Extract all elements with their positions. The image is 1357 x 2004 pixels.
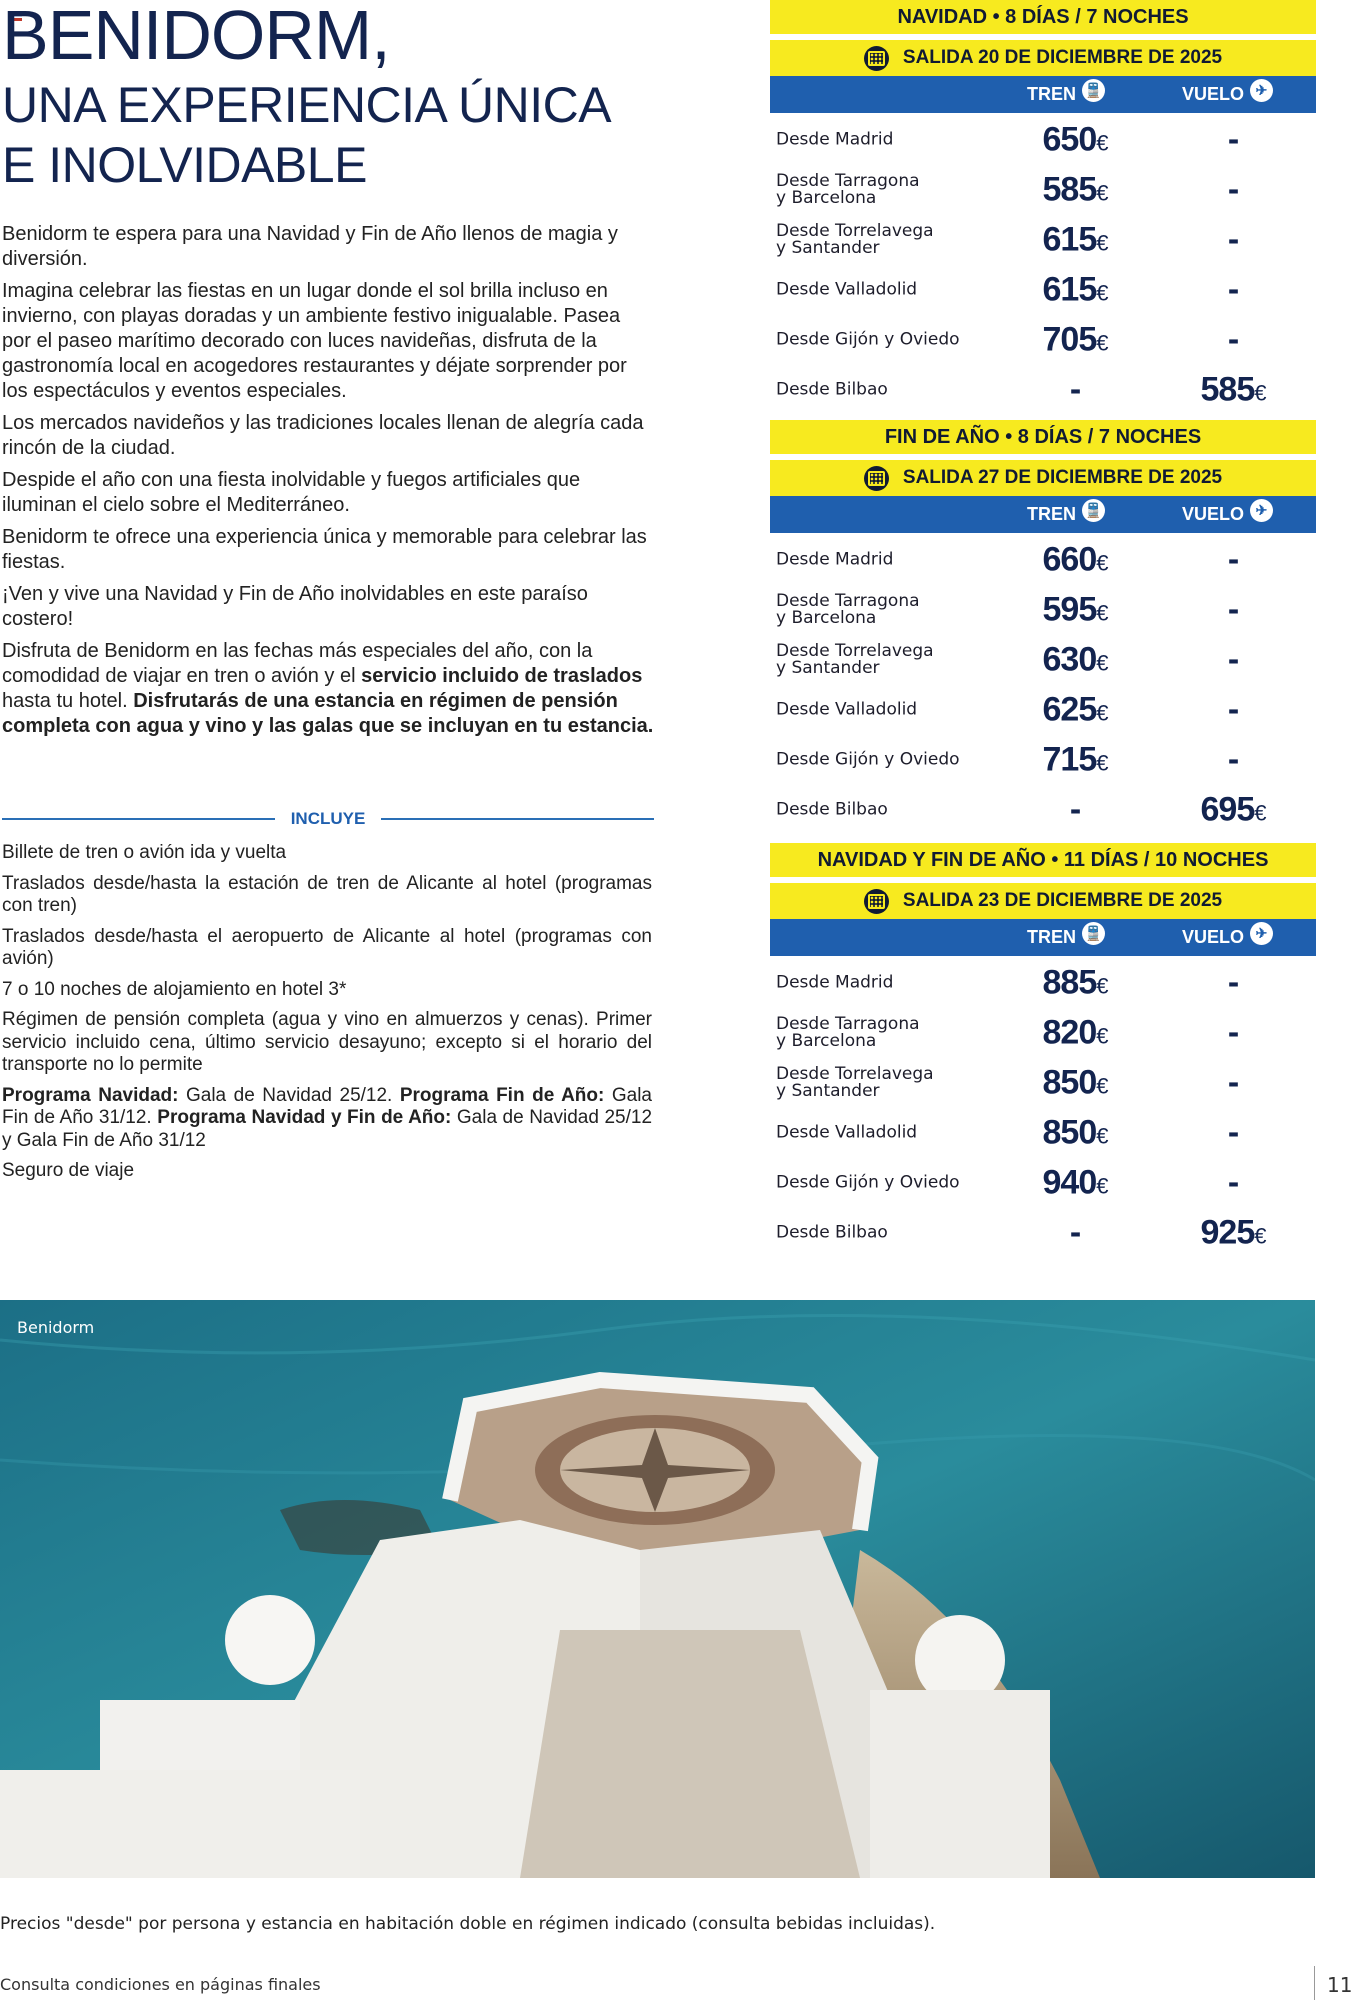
paragraph xyxy=(2,639,654,739)
flight-column xyxy=(1182,84,1273,105)
departure-date xyxy=(770,883,1316,919)
flight-price xyxy=(1178,541,1288,580)
origin-label: Desde Tarragona y Barcelona xyxy=(776,1014,920,1051)
train-label: TREN xyxy=(1027,504,1076,524)
flight-price-value: - xyxy=(1227,220,1239,259)
train-price xyxy=(1020,1214,1130,1253)
calendar-icon xyxy=(864,46,889,71)
price-table xyxy=(770,843,1316,1258)
train-price-value: 715 xyxy=(1042,740,1097,779)
origin-label: Desde Madrid xyxy=(776,129,894,150)
price-table xyxy=(770,0,1316,415)
table-row xyxy=(770,585,1316,635)
origin-label: Desde Torrelavega y Santander xyxy=(776,221,934,258)
train-price-value: 630 xyxy=(1042,640,1097,679)
flight-price xyxy=(1178,371,1288,410)
paragraph xyxy=(2,279,654,404)
table-row xyxy=(770,265,1316,315)
currency-symbol: € xyxy=(1096,1123,1108,1149)
text-run: ¡Ven y vive una Navidad y Fin de Año inolvidables en este paraíso costero! xyxy=(2,583,588,630)
currency-symbol: € xyxy=(1096,330,1108,356)
benidorm-photo xyxy=(0,1300,1315,1878)
flight-price-value: - xyxy=(1227,640,1239,679)
flight-price xyxy=(1178,1214,1288,1253)
train-price-value: - xyxy=(1069,370,1081,409)
paragraph xyxy=(2,411,654,461)
train-price-value: 820 xyxy=(1042,1013,1097,1052)
bold-text: Programa Fin de Año: xyxy=(399,1084,605,1106)
divider xyxy=(2,818,275,820)
train-price xyxy=(1020,221,1130,260)
flight-price-value: 925 xyxy=(1200,1213,1255,1252)
currency-symbol: € xyxy=(1096,180,1108,206)
origin-label: Desde Gijón y Oviedo xyxy=(776,1172,960,1193)
train-price xyxy=(1020,591,1130,630)
plane-icon: ✈ xyxy=(1250,499,1273,522)
currency-symbol: € xyxy=(1096,130,1108,156)
train-price-value: 650 xyxy=(1042,120,1097,159)
text-run: Traslados desde/hasta la estación de tren de Alicante al hotel (programas con tren) xyxy=(2,872,652,916)
calendar-icon xyxy=(864,466,889,491)
flight-price-value: - xyxy=(1227,963,1239,1002)
rows xyxy=(770,535,1316,835)
table-row xyxy=(770,1208,1316,1258)
flight-column xyxy=(1182,504,1273,525)
train-price-value: 705 xyxy=(1042,320,1097,359)
flight-price xyxy=(1178,791,1288,830)
table-title: NAVIDAD • 8 DÍAS / 7 NOCHES xyxy=(770,0,1316,34)
departure-date xyxy=(770,40,1316,76)
text-run: Benidorm te ofrece una experiencia única y memorable para celebrar las fiestas. xyxy=(2,526,647,573)
currency-symbol: € xyxy=(1096,650,1108,676)
flight-price xyxy=(1178,691,1288,730)
paragraph xyxy=(2,842,652,865)
origin-label: Desde Bilbao xyxy=(776,379,888,400)
page-number: 11 xyxy=(1314,1966,1352,2000)
train-price-value: 615 xyxy=(1042,270,1097,309)
table-row xyxy=(770,958,1316,1008)
flight-price-value: - xyxy=(1227,1163,1239,1202)
flight-price xyxy=(1178,121,1288,160)
table-row xyxy=(770,1158,1316,1208)
train-price xyxy=(1020,271,1130,310)
flight-price xyxy=(1178,591,1288,630)
origin-label: Desde Bilbao xyxy=(776,799,888,820)
includes-list xyxy=(2,842,652,1191)
train-price-value: - xyxy=(1069,790,1081,829)
origin-label: Desde Madrid xyxy=(776,549,894,570)
origin-label: Desde Tarragona y Barcelona xyxy=(776,171,920,208)
flight-column xyxy=(1182,927,1273,948)
currency-symbol: € xyxy=(1096,973,1108,999)
departure-label: SALIDA 23 DE DICIEMBRE DE 2025 xyxy=(902,890,1223,911)
column-header xyxy=(770,76,1316,113)
paragraph xyxy=(2,582,654,632)
left-column xyxy=(2,222,654,1191)
departure-date xyxy=(770,460,1316,496)
footer-note: Consulta condiciones en páginas finales xyxy=(0,1975,321,1994)
train-price xyxy=(1020,741,1130,780)
train-price xyxy=(1020,1064,1130,1103)
train-price xyxy=(1020,371,1130,410)
currency-symbol: € xyxy=(1096,1073,1108,1099)
flight-price xyxy=(1178,1064,1288,1103)
flight-price xyxy=(1178,271,1288,310)
train-price xyxy=(1020,1014,1130,1053)
train-price-value: 850 xyxy=(1042,1063,1097,1102)
train-column xyxy=(1027,84,1105,105)
bold-text: Disfrutarás de una estancia en régimen de pensión completa con agua y vino y las galas que se incluyan en tu estancia. xyxy=(2,690,654,737)
paragraph xyxy=(2,222,654,272)
flight-label: VUELO xyxy=(1182,84,1245,104)
text-run: hasta tu hotel. xyxy=(2,690,134,712)
column-header xyxy=(770,919,1316,956)
paragraph xyxy=(2,525,654,575)
table-row xyxy=(770,735,1316,785)
flight-price xyxy=(1178,1114,1288,1153)
origin-label: Desde Valladolid xyxy=(776,279,918,300)
origin-label: Desde Torrelavega y Santander xyxy=(776,1064,934,1101)
bold-text: servicio incluido de traslados xyxy=(361,665,643,687)
train-price xyxy=(1020,691,1130,730)
currency-symbol: € xyxy=(1254,800,1266,826)
calendar-icon xyxy=(864,889,889,914)
table-row xyxy=(770,215,1316,265)
train-price xyxy=(1020,791,1130,830)
origin-label: Desde Gijón y Oviedo xyxy=(776,749,960,770)
flight-label: VUELO xyxy=(1182,504,1245,524)
intro-text xyxy=(2,222,654,746)
table-row xyxy=(770,685,1316,735)
plane-icon: ✈ xyxy=(1250,79,1273,102)
bold-text: Programa Navidad: xyxy=(2,1084,179,1106)
currency-symbol: € xyxy=(1096,550,1108,576)
price-table xyxy=(770,420,1316,835)
table-title: NAVIDAD Y FIN DE AÑO • 11 DÍAS / 10 NOCHES xyxy=(770,843,1316,877)
flight-price xyxy=(1178,641,1288,680)
paragraph xyxy=(2,1009,652,1077)
origin-label: Desde Bilbao xyxy=(776,1222,888,1243)
departure-label: SALIDA 20 DE DICIEMBRE DE 2025 xyxy=(902,47,1223,68)
paragraph xyxy=(2,1160,652,1183)
origin-label: Desde Torrelavega y Santander xyxy=(776,641,934,678)
origin-label: Desde Madrid xyxy=(776,972,894,993)
currency-symbol: € xyxy=(1254,380,1266,406)
train-price-value: 615 xyxy=(1042,220,1097,259)
text-run: Disfruta de Benidorm en las fechas más especiales del año, con la comodidad de viajar en tren o avión y el xyxy=(2,640,593,687)
currency-symbol: € xyxy=(1096,600,1108,626)
flight-price-value: - xyxy=(1227,1013,1239,1052)
text-run: Los mercados navideños y las tradiciones locales llenan de alegría cada rincón de la ciudad. xyxy=(2,412,644,459)
table-row xyxy=(770,785,1316,835)
flight-price xyxy=(1178,221,1288,260)
train-label: TREN xyxy=(1027,84,1076,104)
photo-caption: Benidorm xyxy=(17,1318,95,1337)
text-run: Régimen de pensión completa (agua y vino en almuerzos y cenas). Primer servicio incluido cena, último servicio desayuno; excepto si el horario del transporte no lo permite xyxy=(2,1009,652,1075)
flight-price xyxy=(1178,741,1288,780)
departure-label: SALIDA 27 DE DICIEMBRE DE 2025 xyxy=(902,467,1223,488)
page-subtitle-line1: UNA EXPERIENCIA ÚNICA xyxy=(2,77,612,133)
text-run: Billete de tren o avión ida y vuelta xyxy=(2,842,287,863)
flight-price-value: - xyxy=(1227,170,1239,209)
origin-label: Desde Valladolid xyxy=(776,699,918,720)
calendar-grid xyxy=(868,894,885,909)
text-run: Despide el año con una fiesta inolvidable y fuegos artificiales que iluminan el cielo sobre el Mediterráneo. xyxy=(2,469,581,516)
flight-price xyxy=(1178,171,1288,210)
calendar-grid xyxy=(868,51,885,66)
train-price xyxy=(1020,1114,1130,1153)
flight-price-value: - xyxy=(1227,320,1239,359)
currency-symbol: € xyxy=(1096,230,1108,256)
rows xyxy=(770,115,1316,415)
flight-price xyxy=(1178,1164,1288,1203)
table-title: FIN DE AÑO • 8 DÍAS / 7 NOCHES xyxy=(770,420,1316,454)
flight-price xyxy=(1178,964,1288,1003)
column-header xyxy=(770,496,1316,533)
paragraph xyxy=(2,979,652,1002)
table-row xyxy=(770,1058,1316,1108)
flight-price-value: 695 xyxy=(1200,790,1255,829)
currency-symbol: € xyxy=(1096,700,1108,726)
train-icon: 🚆 xyxy=(1082,499,1105,522)
train-price-value: 850 xyxy=(1042,1113,1097,1152)
train-icon: 🚆 xyxy=(1082,922,1105,945)
flight-price-value: - xyxy=(1227,590,1239,629)
flight-price-value: - xyxy=(1227,690,1239,729)
text-run: Traslados desde/hasta el aeropuerto de Alicante al hotel (programas con avión) xyxy=(2,925,652,969)
train-price xyxy=(1020,541,1130,580)
table-row xyxy=(770,1108,1316,1158)
table-row xyxy=(770,365,1316,415)
table-row xyxy=(770,535,1316,585)
includes-header xyxy=(2,806,654,832)
flight-price-value: - xyxy=(1227,270,1239,309)
flight-price-value: 585 xyxy=(1200,370,1255,409)
train-price-value: 885 xyxy=(1042,963,1097,1002)
currency-symbol: € xyxy=(1096,1023,1108,1049)
train-price xyxy=(1020,121,1130,160)
paragraph xyxy=(2,1085,652,1153)
train-column xyxy=(1027,504,1105,525)
train-price-value: 595 xyxy=(1042,590,1097,629)
table-row xyxy=(770,1008,1316,1058)
currency-symbol: € xyxy=(1254,1223,1266,1249)
train-price-value: - xyxy=(1069,1213,1081,1252)
divider xyxy=(381,818,654,820)
train-price-value: 625 xyxy=(1042,690,1097,729)
train-label: TREN xyxy=(1027,927,1076,947)
price-footnote: Precios "desde" por persona y estancia en habitación doble en régimen indicado (consulta bebidas incluidas). xyxy=(0,1914,936,1934)
currency-symbol: € xyxy=(1096,750,1108,776)
text-run: Gala Fin de Año 31/12. xyxy=(2,1084,652,1128)
flight-price-value: - xyxy=(1227,540,1239,579)
flight-price xyxy=(1178,321,1288,360)
plane-icon: ✈ xyxy=(1250,922,1273,945)
text-run: Gala de Navidad 25/12. xyxy=(178,1084,400,1106)
train-column xyxy=(1027,927,1105,948)
paragraph xyxy=(2,468,654,518)
calendar-grid xyxy=(868,471,885,486)
page-title: BENIDORM, xyxy=(2,0,390,74)
table-row xyxy=(770,115,1316,165)
train-price xyxy=(1020,321,1130,360)
table-row xyxy=(770,315,1316,365)
train-price xyxy=(1020,964,1130,1003)
text-run: Seguro de viaje xyxy=(2,1160,135,1181)
flight-price-value: - xyxy=(1227,1113,1239,1152)
bold-text: Programa Navidad y Fin de Año: xyxy=(157,1107,452,1128)
paragraph xyxy=(2,873,652,918)
includes-title: INCLUYE xyxy=(290,809,366,828)
flight-price-value: - xyxy=(1227,120,1239,159)
currency-symbol: € xyxy=(1096,280,1108,306)
table-row xyxy=(770,165,1316,215)
text-run: Imagina celebrar las fiestas en un lugar donde el sol brilla incluso en invierno, con playas doradas y un ambiente festivo inigualable. Pasea por el paseo marítimo decorado con luces navideñas, disfruta de la gastronomía local en acogedores restaurantes y déjate sorprender por los espectáculos y eventos especiales. xyxy=(2,280,627,402)
paragraph xyxy=(2,926,652,971)
flight-price-value: - xyxy=(1227,740,1239,779)
flight-label: VUELO xyxy=(1182,927,1245,947)
train-price xyxy=(1020,641,1130,680)
origin-label: Desde Gijón y Oviedo xyxy=(776,329,960,350)
train-price xyxy=(1020,171,1130,210)
train-price-value: 585 xyxy=(1042,170,1097,209)
train-icon: 🚆 xyxy=(1082,79,1105,102)
text-run: 7 o 10 noches de alojamiento en hotel 3* xyxy=(2,978,347,1000)
origin-label: Desde Valladolid xyxy=(776,1122,918,1143)
flight-price xyxy=(1178,1014,1288,1053)
text-run: Gala de Navidad 25/12 y Gala Fin de Año 31/12 xyxy=(2,1107,653,1151)
page-subtitle-line2: E INOLVIDABLE xyxy=(2,137,367,193)
rows xyxy=(770,958,1316,1258)
origin-label: Desde Tarragona y Barcelona xyxy=(776,591,920,628)
text-run: Benidorm te espera para una Navidad y Fin de Año llenos de magia y diversión. xyxy=(2,223,618,270)
flight-price-value: - xyxy=(1227,1063,1239,1102)
train-price-value: 660 xyxy=(1042,540,1097,579)
table-row xyxy=(770,635,1316,685)
train-price-value: 940 xyxy=(1042,1163,1097,1202)
currency-symbol: € xyxy=(1096,1173,1108,1199)
train-price xyxy=(1020,1164,1130,1203)
